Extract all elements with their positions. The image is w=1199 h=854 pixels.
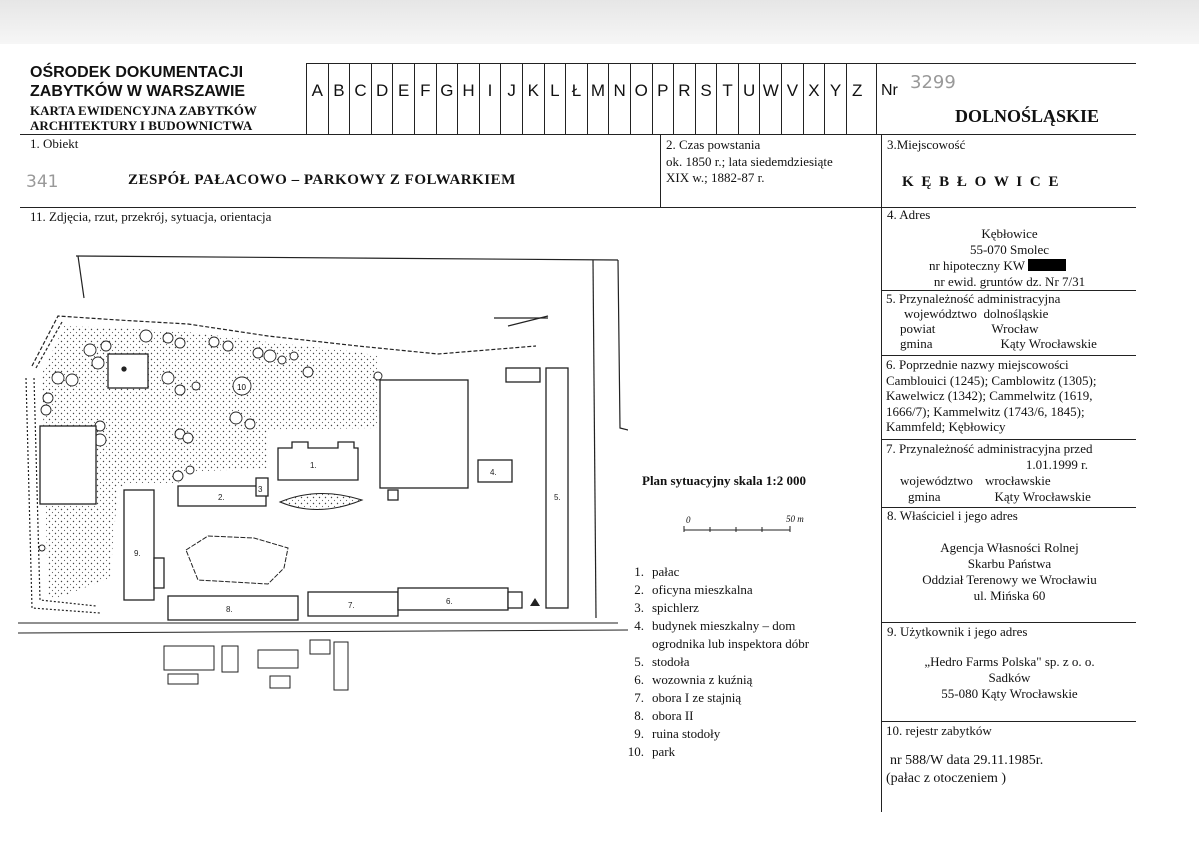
admin-before-commune-row <box>908 489 1136 505</box>
voivodeship-title: DOLNOŚLĄSKIE <box>955 106 1100 126</box>
letter-box: M <box>587 64 609 134</box>
legend-text: oficyna mieszkalna <box>652 582 753 597</box>
scale-bar-end: 50 m <box>786 514 804 524</box>
rule-after-admin <box>881 355 1136 356</box>
place-name: K Ę B Ł O W I C E <box>902 174 1061 190</box>
letter-box: F <box>414 64 436 134</box>
map-building-8 <box>168 596 298 620</box>
legend-text: obora II <box>652 708 694 723</box>
map-label-granary: 3 <box>258 485 263 494</box>
map-label-annex: 2. <box>218 493 225 502</box>
scale-bar-start: 0 <box>686 515 691 525</box>
legend-item <box>620 617 809 635</box>
admin-commune-label: gmina <box>900 336 933 351</box>
letter-box: H <box>457 64 479 134</box>
legend-item <box>620 689 809 707</box>
letter-box: A <box>306 64 328 134</box>
scale-bar <box>682 524 794 534</box>
former-names-line-2: Kawelwicz (1342); Cammelwitz (1619, <box>886 388 1093 403</box>
rule-after-owner <box>881 622 1136 623</box>
letter-box: U <box>738 64 760 134</box>
former-names-section <box>886 357 1136 435</box>
photos-label: 11. Zdjęcia, rzut, przekrój, sytuacja, orientacja <box>30 209 272 224</box>
former-names-line-4: Kammfeld; Kębłowicy <box>886 419 1006 434</box>
object-hand-number: 341 <box>26 172 59 192</box>
object-label: 1. Obiekt <box>30 136 79 151</box>
address-line-2: 55-070 Smolec <box>969 242 1050 257</box>
admin-before-date: 1.01.1999 r. <box>1025 457 1088 472</box>
letter-box: L <box>544 64 566 134</box>
user-line-3: 55-080 Kąty Wrocławskie <box>941 686 1078 701</box>
letter-box: J <box>500 64 522 134</box>
time-label: 2. Czas powstania <box>666 137 761 152</box>
address-section <box>883 207 1136 290</box>
admin-voiv-row <box>904 306 1136 321</box>
rule-after-former-names <box>881 439 1136 440</box>
institution-name <box>30 63 245 101</box>
time-line-2: XIX w.; 1882-87 r. <box>666 170 765 185</box>
legend-number: 9. <box>634 726 644 741</box>
time-line-1: ok. 1850 r.; lata siedemdziesiąte <box>666 154 833 169</box>
redacted-block <box>1028 259 1066 271</box>
legend-number: 6. <box>634 672 644 687</box>
legend-number <box>620 635 644 653</box>
admin-voiv-value: dolnośląskie <box>983 306 1049 321</box>
card-type-line-1: KARTA EWIDENCYJNA ZABYTKÓW <box>30 103 257 118</box>
register-line-1: nr 588/W data 29.11.1985r. <box>890 753 1044 768</box>
owner-section <box>883 508 1136 604</box>
legend-item <box>620 725 809 743</box>
owner-label: 8. Właściciel i jego adres <box>887 508 1018 523</box>
admin-before-voiv-row <box>900 473 1136 489</box>
register-label: 10. rejestr zabytków <box>886 723 992 738</box>
letter-box: N <box>608 64 630 134</box>
legend-text: park <box>652 744 676 759</box>
former-names-label: 6. Poprzednie nazwy miejscowości <box>886 357 1069 372</box>
former-names-line-1: Camblouici (1245); Camblowitz (1305); <box>886 372 1097 388</box>
letter-box: O <box>630 64 652 134</box>
legend-item <box>620 599 809 617</box>
owner-line-2: Skarbu Państwa <box>967 556 1052 571</box>
letter-box: S <box>695 64 717 134</box>
user-line-1: „Hedro Farms Polska" sp. z o. o. <box>924 654 1095 669</box>
owner-line-3: Oddział Terenowy we Wrocławiu <box>922 572 1097 587</box>
map-pond <box>186 536 288 584</box>
map-label-barn: 5. <box>554 493 561 502</box>
letter-box: B <box>328 64 350 134</box>
map-label-house: 4. <box>490 468 497 477</box>
map-building-5 <box>546 368 568 608</box>
user-label: 9. Użytkownik i jego adres <box>887 624 1028 639</box>
letter-box: C <box>349 64 371 134</box>
admin-label: 5. Przynależność administracyjna <box>886 291 1061 306</box>
object-name: ZESPÓŁ PAŁACOWO – PARKOWY Z FOLWARKIEM <box>128 172 516 188</box>
legend-number: 8. <box>634 708 644 723</box>
rule-after-user <box>881 721 1136 722</box>
map-label-barn-ruin: 9. <box>134 549 141 558</box>
legend-number: 4. <box>634 618 644 633</box>
letter-box: E <box>392 64 414 134</box>
admin-section <box>886 291 1136 351</box>
admin-before-label: 7. Przynależność administracyjna przed <box>886 441 1093 456</box>
legend-item <box>620 635 809 653</box>
admin-county-value: Wrocław <box>991 321 1039 336</box>
letter-box: Z <box>846 64 868 134</box>
legend-number: 5. <box>634 654 644 669</box>
map-building-9 <box>124 490 154 600</box>
letter-box: D <box>371 64 393 134</box>
letter-box: Ł <box>565 64 587 134</box>
map-label-cowshed-2: 8. <box>226 605 233 614</box>
letter-box: W <box>759 64 781 134</box>
plan-title: Plan sytuacyjny skala 1:2 000 <box>642 473 806 488</box>
nr-value: 3299 <box>910 72 956 93</box>
legend-text: ruina stodoły <box>652 726 721 741</box>
user-line-2: Sadków <box>988 670 1031 685</box>
letter-box: R <box>673 64 695 134</box>
map-small-building <box>108 354 148 388</box>
legend-item <box>620 581 809 599</box>
scan-edge <box>0 0 1199 44</box>
map-north-road <box>76 256 618 260</box>
map-label-coach-house: 6. <box>446 597 453 606</box>
letter-box: G <box>436 64 458 134</box>
header-top-rule <box>306 63 1136 64</box>
address-line-3 <box>871 258 1124 274</box>
address-label: 4. Adres <box>887 207 931 222</box>
admin-voiv-label: województwo <box>904 306 977 321</box>
letter-box: V <box>781 64 803 134</box>
admin-before-section <box>886 441 1136 505</box>
legend-item <box>620 653 809 671</box>
card-type-line-2: ARCHITEKTURY I BUDOWNICTWA <box>30 118 253 133</box>
legend-item <box>620 563 809 581</box>
admin-before-commune-label: gmina <box>908 489 941 504</box>
letter-box: P <box>652 64 674 134</box>
legend-number: 1. <box>634 564 644 579</box>
owner-line-1: Agencja Własności Rolnej <box>940 540 1079 555</box>
map-flowerbed <box>280 493 362 509</box>
address-line-4: nr ewid. gruntów dz. Nr 7/31 <box>933 274 1086 289</box>
admin-county-label: powiat <box>900 321 936 336</box>
map-label-cowshed-1: 7. <box>348 601 355 610</box>
admin-before-voiv-label: województwo <box>900 473 973 488</box>
legend-number: 10. <box>627 744 644 759</box>
legend-text: stodoła <box>652 654 690 669</box>
legend-number: 7. <box>634 690 644 705</box>
admin-commune-value: Kąty Wrocławskie <box>1000 336 1097 351</box>
legend-text: spichlerz <box>652 600 699 615</box>
letter-box: I <box>479 64 501 134</box>
row1-divider-1 <box>660 134 661 207</box>
admin-before-voiv-value: wrocławskie <box>984 473 1051 488</box>
mortgage-number-label: nr hipoteczny KW <box>928 258 1025 273</box>
user-section <box>883 624 1136 702</box>
legend-text: wozownia z kuźnią <box>652 672 753 687</box>
register-section <box>886 723 1136 787</box>
letter-box: T <box>716 64 738 134</box>
map-palace <box>278 442 358 480</box>
map-building-6 <box>398 588 508 610</box>
admin-before-commune-value: Kąty Wrocławskie <box>994 489 1091 504</box>
header-bottom-rule <box>20 134 1136 135</box>
letter-box: Y <box>824 64 846 134</box>
institution-line-1: OŚRODEK DOKUMENTACJI <box>30 64 244 81</box>
nr-divider <box>876 63 877 134</box>
card-type <box>30 103 257 133</box>
letter-index <box>306 64 867 134</box>
letter-box: X <box>803 64 825 134</box>
legend-text: budynek mieszkalny – dom <box>652 618 796 633</box>
institution-line-2: ZABYTKÓW W WARSZAWIE <box>30 83 246 100</box>
register-line-2: (pałac z otoczeniem ) <box>886 771 1007 786</box>
legend-text: ogrodnika lub inspektora dóbr <box>652 636 810 651</box>
right-column-divider <box>881 134 882 812</box>
place-label: 3.Miejscowość <box>887 137 966 152</box>
legend-item <box>620 707 809 725</box>
map-label-park: 10 <box>237 383 246 392</box>
legend-number: 3. <box>634 600 644 615</box>
address-line-1: Kębłowice <box>981 226 1038 241</box>
nr-label: Nr <box>881 82 898 99</box>
legend-item <box>620 743 809 761</box>
legend-number: 2. <box>634 582 644 597</box>
plan-legend <box>620 563 809 761</box>
former-names-line-3: 1666/7); Kammelwitz (1743/6, 1845); <box>886 403 1085 419</box>
legend-text: pałac <box>652 564 680 579</box>
map-label-palace: 1. <box>310 461 317 470</box>
site-plan-map <box>18 238 628 778</box>
letter-box: K <box>522 64 544 134</box>
legend-text: obora I ze stajnią <box>652 690 742 705</box>
admin-commune-row <box>900 336 1136 351</box>
admin-county-row <box>900 321 1136 336</box>
owner-line-4: ul. Mińska 60 <box>973 588 1046 603</box>
legend-item <box>620 671 809 689</box>
